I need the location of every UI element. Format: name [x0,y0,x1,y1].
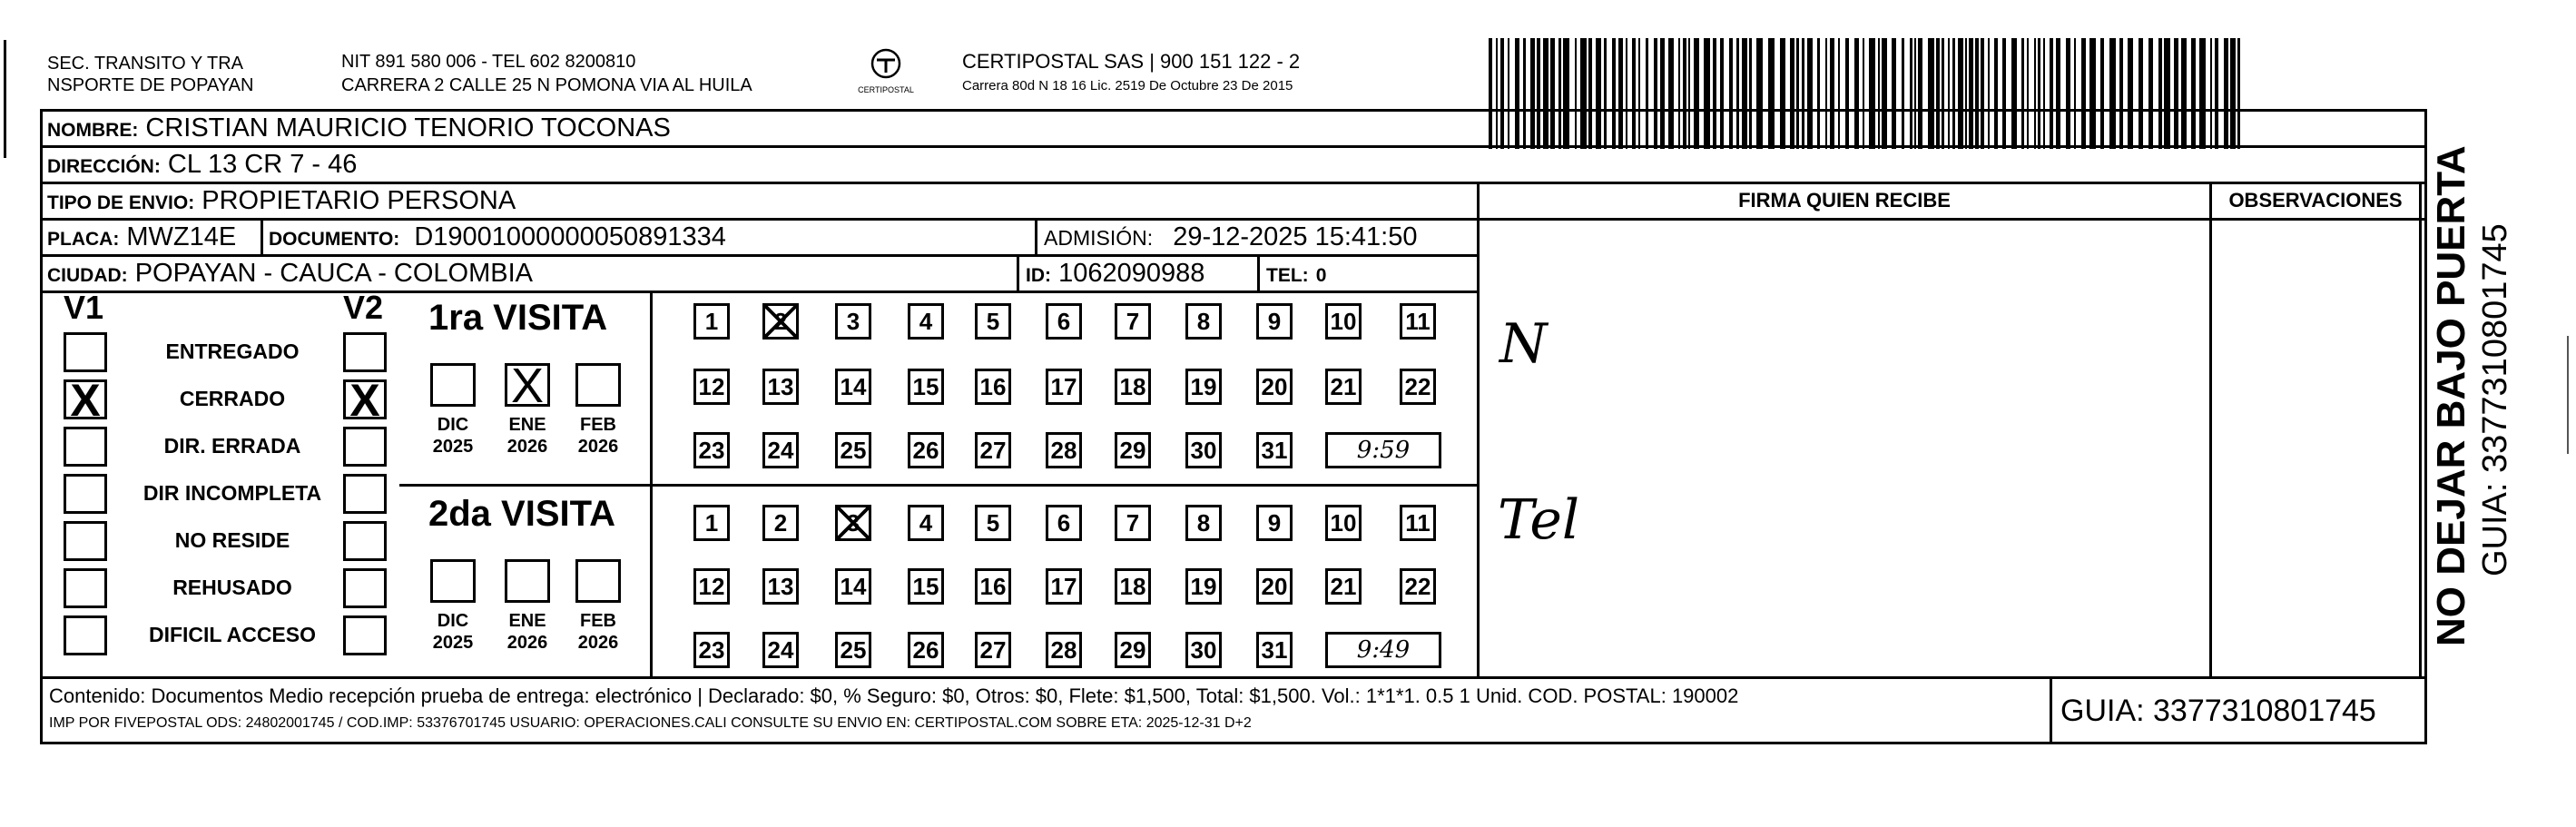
second-visit-day: 10 [1325,505,1362,541]
second-visit-month-checkbox [430,559,476,603]
id-value: 1062090988 [1058,259,1205,288]
first-visit-year-label: 2026 [577,437,619,457]
signature-handwriting: N [1499,312,1548,376]
second-visit-day: 28 [1046,632,1082,668]
v2-checkbox: X [343,379,387,419]
second-visit-day: 1 [693,505,730,541]
first-visit-day: 5 [975,303,1011,340]
first-visit-day: 15 [908,369,944,405]
first-visit-day: 16 [975,369,1011,405]
certipostal-logo [853,45,919,100]
v1-checkbox [64,427,107,467]
second-visit-day: 31 [1256,632,1293,668]
second-visit-year-label: 2026 [506,633,548,653]
status-label: CERRADO [179,387,286,410]
second-visit-year-label: 2026 [577,633,619,653]
edge-mark [2567,336,2569,454]
svg-text:CERTIPOSTAL: CERTIPOSTAL [858,85,914,94]
first-visit-day: 29 [1115,432,1151,468]
tel-value: 0 [1315,265,1327,286]
first-visit-day: 7 [1115,303,1151,340]
status-label: DIR. ERRADA [163,434,301,458]
first-visit-day: 18 [1115,369,1151,405]
first-visit-day: 3 [835,303,871,340]
tipo-envio-value: PROPIETARIO PERSONA [202,186,516,215]
admision-value: 29-12-2025 15:41:50 [1173,222,1418,251]
observaciones-header: OBSERVACIONES [2228,189,2403,212]
first-visit-day: 26 [908,432,944,468]
second-visit-day: 12 [693,568,730,605]
first-visit-day: 22 [1400,369,1436,405]
second-visit-day: 4 [908,505,944,541]
second-visit-day: 21 [1325,568,1362,605]
row-divider [40,676,2427,679]
second-visit-month-label: FEB [580,611,616,631]
admision-label: ADMISIÓN: [1044,226,1154,250]
ciudad-label: CIUDAD: [47,265,128,286]
second-visit-day: 15 [908,568,944,605]
status-label: DIFICIL ACCESO [148,623,316,646]
status-label: DIR INCOMPLETA [143,481,322,505]
sender-line-2: NSPORTE DE POPAYAN [47,75,254,95]
first-visit-day: 14 [835,369,871,405]
placa-value: MWZ14E [126,222,237,251]
v2-checkbox [343,521,387,561]
v2-checkbox [343,474,387,514]
v2-checkbox [343,427,387,467]
first-visit-day: 1 [693,303,730,340]
v1-checkbox [64,332,107,372]
second-visit-day: 11 [1400,505,1436,541]
row-divider [1477,218,2422,221]
second-visit-day: 29 [1115,632,1151,668]
col-divider [1477,182,1480,676]
second-visit-time: 9:49 [1325,632,1441,668]
first-visit-day: 23 [693,432,730,468]
first-visit-day: 30 [1185,432,1222,468]
nit-line: NIT 891 580 006 - TEL 602 8200810 [341,52,636,72]
status-label: REHUSADO [172,576,292,599]
second-visit-day: 26 [908,632,944,668]
v1-label: V1 [64,289,104,326]
v1-checkbox [64,615,107,655]
first-visit-title: 1ra VISITA [428,298,608,338]
footer-line-1: Contenido: Documentos Medio recepción prueba de entrega: electrónico | Declarado: $0, % Seguro: $0, Otros: $0, Flete: $1,500, Total: $1,500. Vol.: 1*1*1. 0.5 1 Unid. COD. POSTAL: 190002 [49,684,1739,707]
second-visit-day: 8 [1185,505,1222,541]
nombre-value: CRISTIAN MAURICIO TENORIO TOCONAS [145,113,671,143]
v1-checkbox [64,521,107,561]
second-visit-year-label: 2025 [432,633,474,653]
tipo-envio-label: TIPO DE ENVIO: [47,192,195,213]
second-visit-day: 30 [1185,632,1222,668]
second-visit-month-checkbox [575,559,621,603]
placa-label: PLACA: [47,229,120,250]
visit-divider [399,484,1478,487]
address-line: CARRERA 2 CALLE 25 N POMONA VIA AL HUILA [341,75,752,95]
footer-line-2: IMP POR FIVEPOSTAL ODS: 24802001745 / COD.IMP: 53376701745 USUARIO: OPERACIONES.CALI CONSULTE SU ENVIO EN: CERTIPOSTAL.COM SOBRE ETA: 2025-12-31 D+2 [49,715,1252,731]
status-label: NO RESIDE [174,528,290,552]
sender-line-1: SEC. TRANSITO Y TRA [47,54,243,74]
first-visit-month-label: ENE [508,415,546,435]
second-visit-month-label: ENE [508,611,546,631]
id-cell [1026,258,1204,291]
direccion-row [47,149,357,182]
nombre-label: NOMBRE: [47,120,139,141]
first-visit-day: 11 [1400,303,1436,340]
company-line: CERTIPOSTAL SAS | 900 151 122 - 2 [962,50,1301,73]
first-visit-month-checkbox [430,363,476,407]
first-visit-time: 9:59 [1325,432,1441,468]
first-visit-day: 10 [1325,303,1362,340]
tel-label: TEL: [1266,265,1309,286]
second-visit-month-checkbox [505,559,550,603]
first-visit-day: 17 [1046,369,1082,405]
admision-cell [1044,222,1417,253]
placa-cell [47,222,236,255]
second-visit-day: 27 [975,632,1011,668]
v2-checkbox [343,615,387,655]
col-divider [2419,182,2422,676]
first-visit-month-label: DIC [437,415,469,435]
second-visit-day: 20 [1256,568,1293,605]
second-visit-day: 6 [1046,505,1082,541]
second-visit-day: 3 [835,505,871,541]
direccion-label: DIRECCIÓN: [47,156,161,177]
cell-divider [1257,254,1260,290]
row-divider [40,182,2427,184]
license-line: Carrera 80d N 18 16 Lic. 2519 De Octubre 23 De 2015 [962,78,1293,94]
direccion-value: CL 13 CR 7 - 46 [167,150,358,179]
v2-label: V2 [343,289,384,326]
second-visit-day: 22 [1400,568,1436,605]
v1-checkbox [64,474,107,514]
first-visit-day: 21 [1325,369,1362,405]
first-visit-year-label: 2025 [432,437,474,457]
second-visit-day: 14 [835,568,871,605]
ciudad-cell [47,258,533,291]
first-visit-year-label: 2026 [506,437,548,457]
first-visit-day: 12 [693,369,730,405]
documento-label: DOCUMENTO: [269,229,400,250]
second-visit-day: 25 [835,632,871,668]
second-visit-day: 2 [762,505,799,541]
first-visit-day: 24 [762,432,799,468]
cell-divider [1017,254,1019,290]
status-label: ENTREGADO [165,340,300,363]
observation-handwriting: Tel [1498,488,1580,552]
first-visit-day: 27 [975,432,1011,468]
first-visit-day: 6 [1046,303,1082,340]
ciudad-value: POPAYAN - CAUCA - COLOMBIA [134,259,534,288]
first-visit-day: 31 [1256,432,1293,468]
v2-checkbox [343,332,387,372]
tipo-envio-row [47,185,516,219]
second-visit-day: 17 [1046,568,1082,605]
first-visit-day: 20 [1256,369,1293,405]
row-divider [40,254,1478,257]
documento-cell [269,222,726,255]
second-visit-day: 13 [762,568,799,605]
v2-checkbox [343,568,387,608]
second-visit-day: 23 [693,632,730,668]
edge-mark [4,40,6,158]
first-visit-month-checkbox [575,363,621,407]
second-visit-day: 5 [975,505,1011,541]
documento-value: D19001000000050891334 [414,222,726,251]
second-visit-day: 16 [975,568,1011,605]
second-visit-title: 2da VISITA [428,494,615,534]
col-divider [2209,182,2212,676]
first-visit-day: 28 [1046,432,1082,468]
tel-cell [1266,258,1326,291]
side-guia-text: GUIA: 3377310801745 [2476,223,2514,576]
first-visit-day: 13 [762,369,799,405]
first-visit-month-label: FEB [580,415,616,435]
first-visit-day: 4 [908,303,944,340]
second-visit-day: 7 [1115,505,1151,541]
second-visit-month-label: DIC [437,611,469,631]
id-label: ID: [1026,265,1051,286]
cell-divider [261,218,263,254]
no-dejar-text: NO DEJAR BAJO PUERTA [2429,145,2473,646]
footer-guia: GUIA: 3377310801745 [2060,694,2376,728]
firma-header: FIRMA QUIEN RECIBE [1738,189,1951,212]
first-visit-day: 25 [835,432,871,468]
first-visit-month-checkbox: X [505,363,550,407]
nombre-row [47,113,671,146]
cell-divider [1035,218,1037,254]
second-visit-day: 19 [1185,568,1222,605]
first-visit-day: 2 [762,303,799,340]
second-visit-day: 24 [762,632,799,668]
cell-divider [2050,676,2052,744]
first-visit-day: 9 [1256,303,1293,340]
second-visit-day: 18 [1115,568,1151,605]
v1-checkbox [64,568,107,608]
v1-checkbox: X [64,379,107,419]
first-visit-day: 19 [1185,369,1222,405]
second-visit-day: 9 [1256,505,1293,541]
first-visit-day: 8 [1185,303,1222,340]
